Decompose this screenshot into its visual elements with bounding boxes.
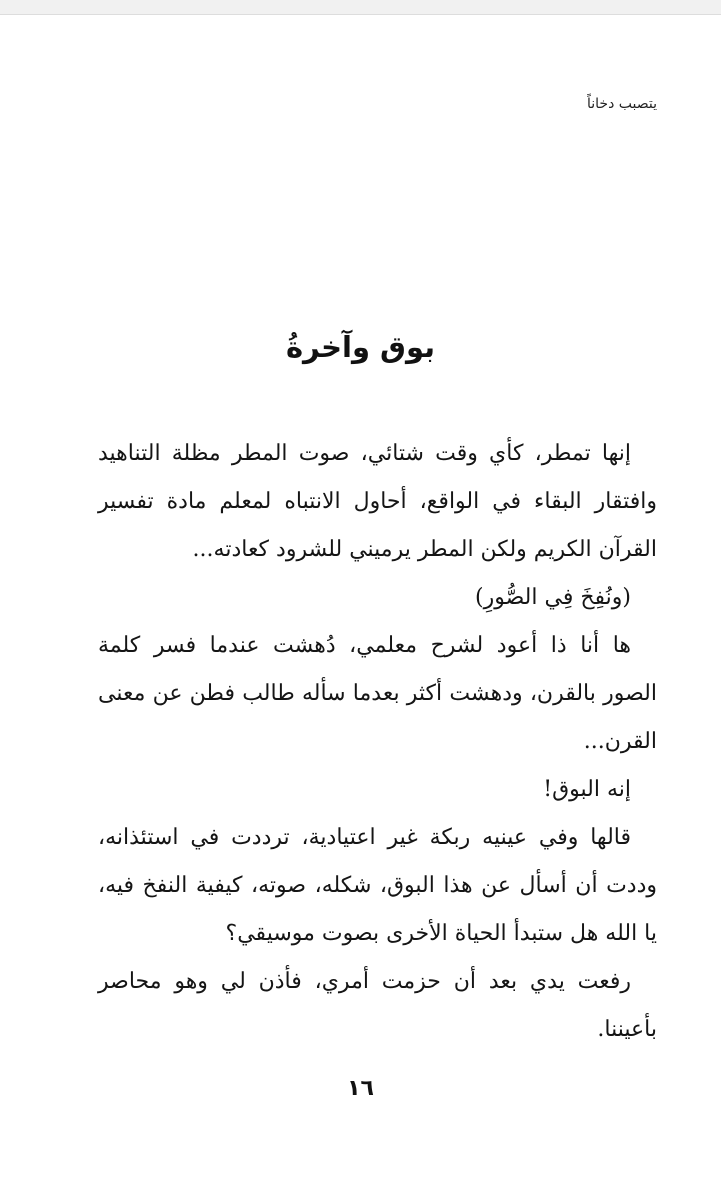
page-number: ١٦ xyxy=(347,1076,374,1101)
paragraph: رفعت يدي بعد أن حزمت أمري، فأذن لي وهو محاصر بأعيننا. xyxy=(98,969,657,1042)
paragraph: ها أنا ذا أعود لشرح معلمي، دُهشت عندما فسر كلمة الصور بالقرن، ودهشت أكثر بعدما سأله طالب فطن عن معنى القرن... xyxy=(98,633,657,754)
chapter-title: بوق وآخرةُ xyxy=(285,330,436,364)
quranic-quote: (ونُفِخَ فِي الصُّورِ) xyxy=(475,585,631,610)
top-strip xyxy=(0,0,721,15)
paragraph: إنها تمطر، كأي وقت شتائي، صوت المطر مظلة التناهيد وافتقار البقاء في الواقع، أحاول الانتباه لمعلم مادة تفسير القرآن الكريم ولكن المطر يرميني للشرود كعادته... xyxy=(98,441,657,562)
body-text xyxy=(98,430,657,1054)
running-header: يتصبب دخاناً xyxy=(587,96,657,112)
paragraph: قالها وفي عينيه ربكة غير اعتيادية، ترددت في استئذانه، وددت أن أسأل عن هذا البوق، شكله، صوته، كيفية النفخ فيه، يا الله هل ستبدأ الحياة الأخرى بصوت موسيقي؟ xyxy=(98,825,657,946)
paragraph: إنه البوق! xyxy=(543,777,631,802)
